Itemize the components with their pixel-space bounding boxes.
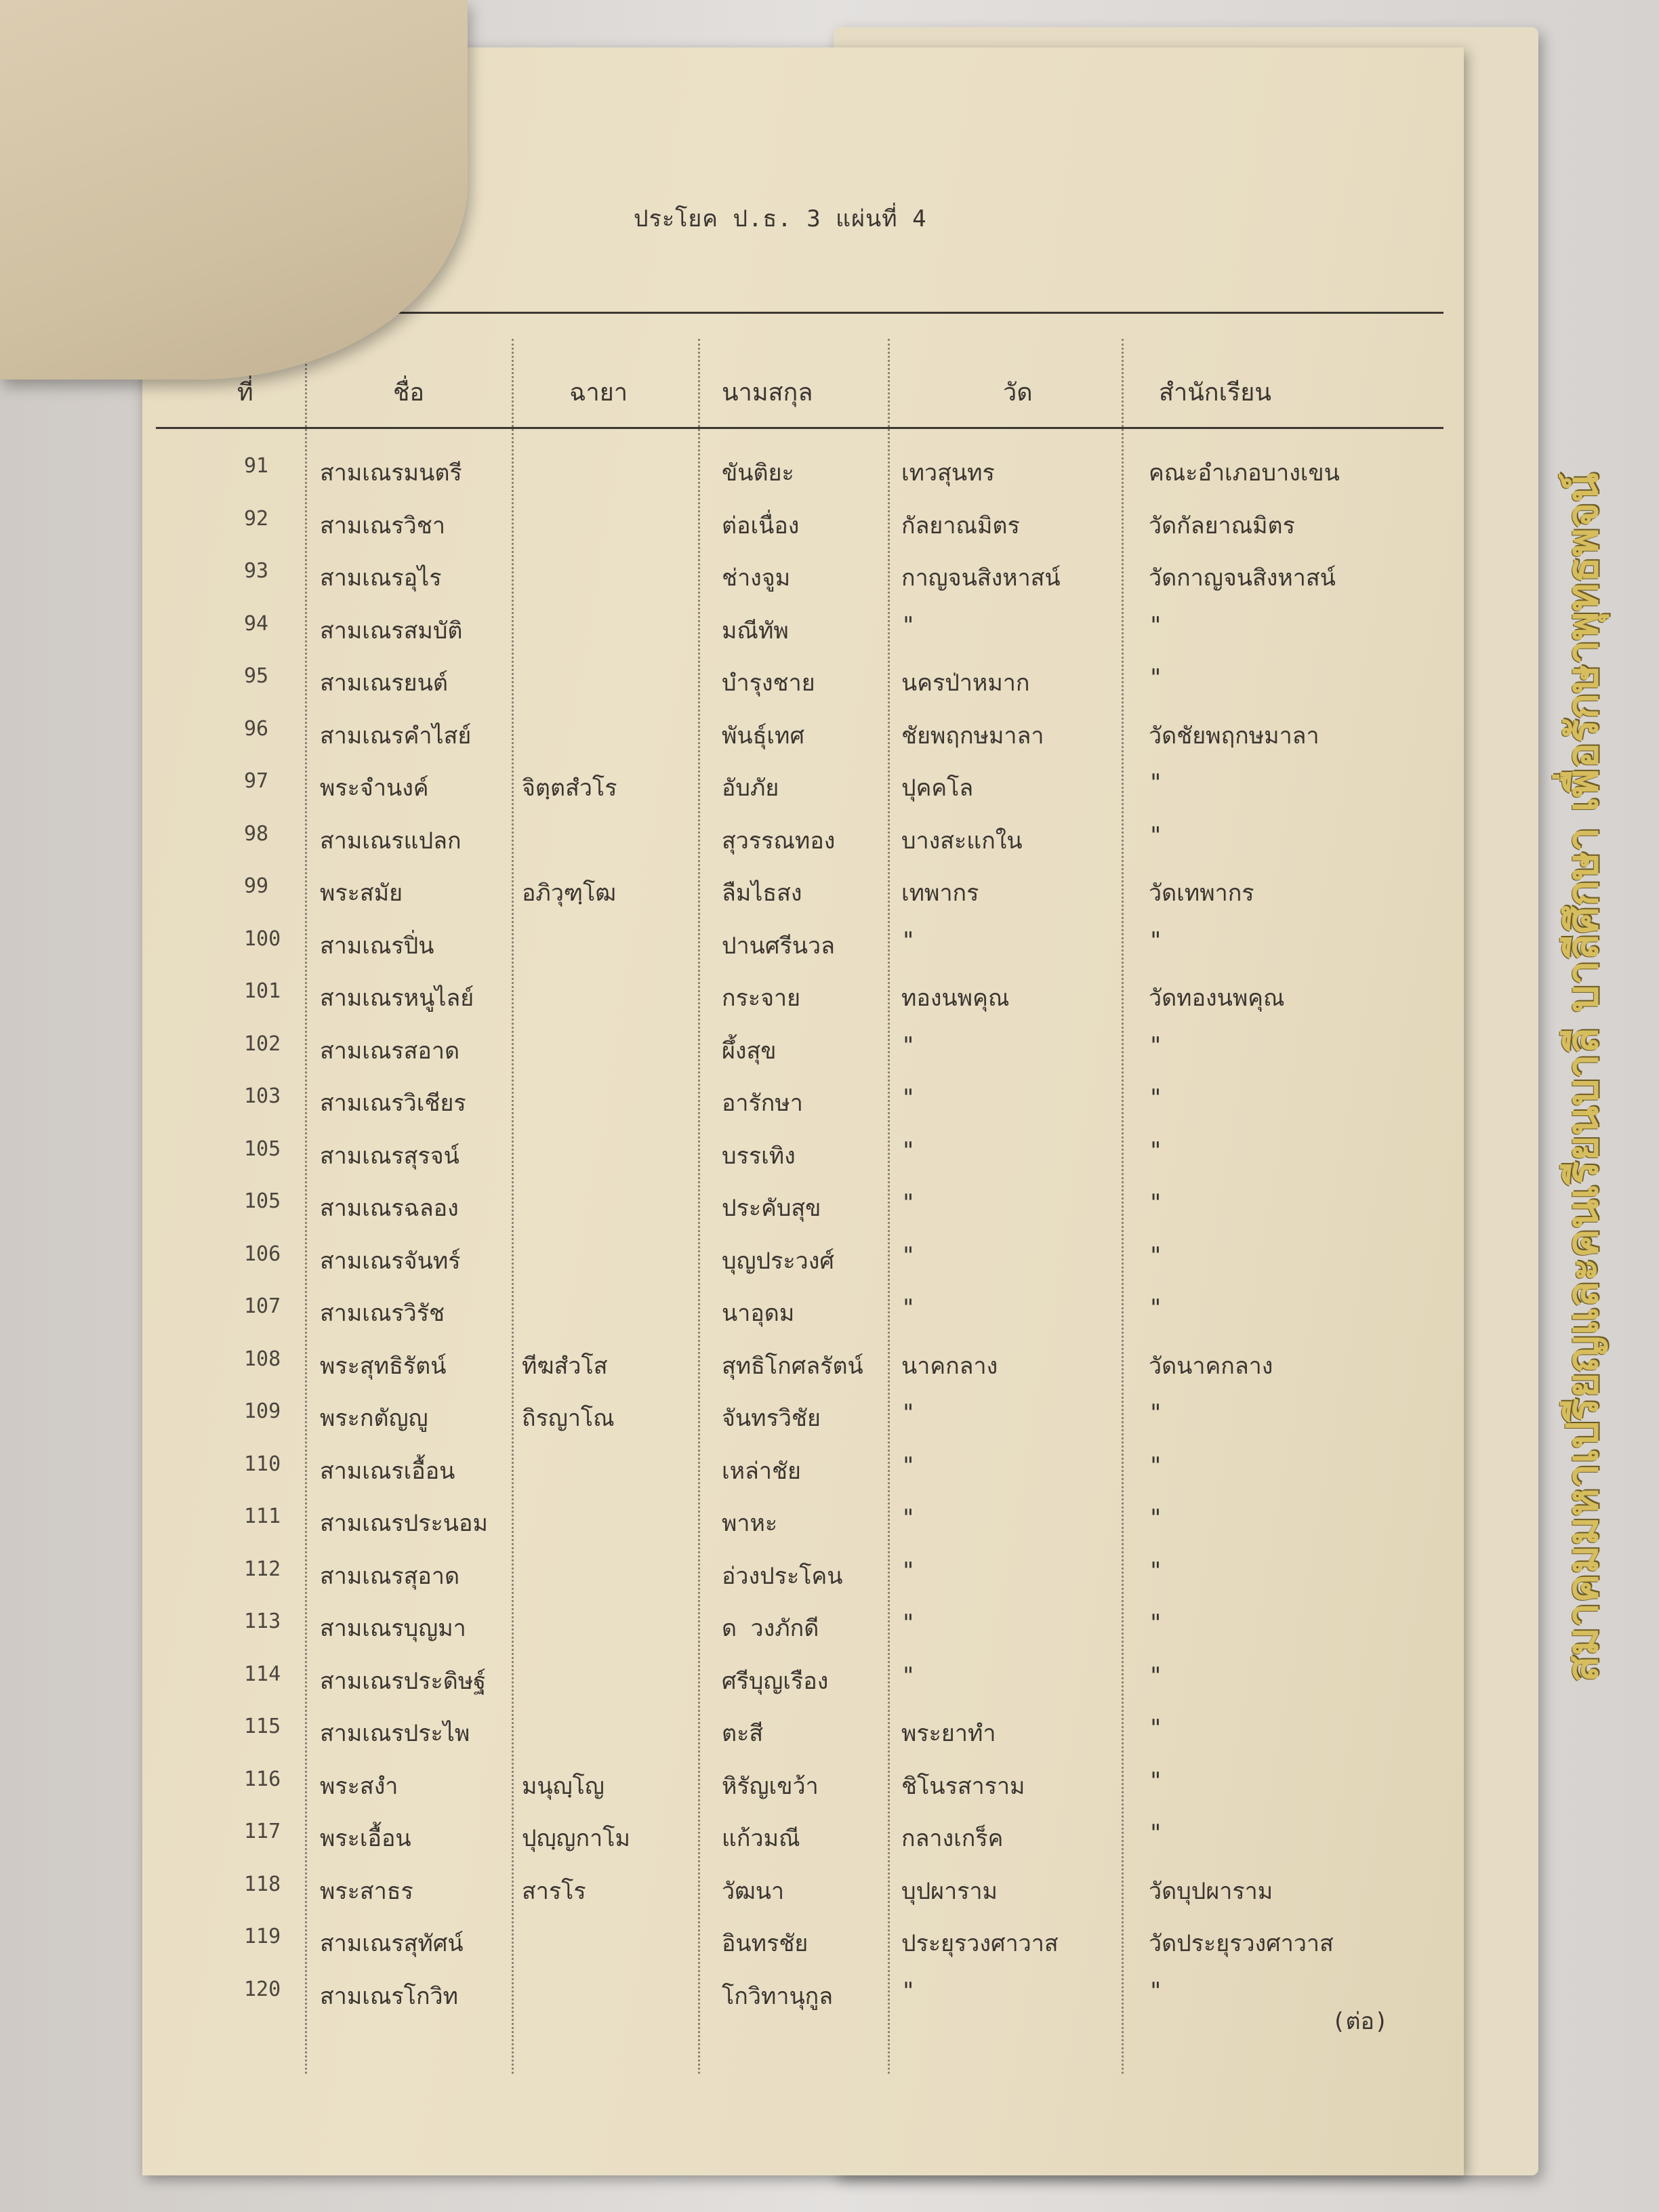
- cell-surname: อินทรชัย: [722, 1930, 808, 1957]
- cell-school: ": [1149, 664, 1163, 691]
- cell-wat: ": [901, 1557, 916, 1584]
- cell-name: สามเณรวิรัช: [320, 1300, 445, 1327]
- continued-note: (ต่อ): [1332, 2008, 1389, 2035]
- cell-wat: ": [901, 1610, 916, 1637]
- cell-wat: ปุคคโล: [901, 775, 974, 802]
- cell-school: ": [1149, 1452, 1163, 1479]
- cell-name: พระจำนงค์: [320, 775, 429, 802]
- cell-no: 97: [244, 769, 269, 793]
- cell-school: วัดประยุรวงศาวาส: [1149, 1930, 1334, 1957]
- cell-school: ": [1149, 821, 1163, 849]
- table-row: [142, 1978, 1464, 2029]
- cell-surname: ลืมไธสง: [722, 880, 802, 907]
- cell-surname: กระจาย: [722, 985, 801, 1012]
- cell-surname: นาอุดม: [722, 1300, 795, 1327]
- cell-school: ": [1149, 1031, 1163, 1059]
- cell-surname: พาหะ: [722, 1510, 778, 1537]
- table-row: [142, 979, 1464, 1031]
- cell-wat: กลางเกร็ค: [901, 1825, 1004, 1852]
- cell-name: สามเณรสอาด: [320, 1037, 460, 1065]
- cell-alias: ปุญฺญกาโม: [522, 1825, 630, 1852]
- cell-alias: ทีฆสํวโส: [522, 1352, 608, 1380]
- cell-school: ": [1149, 1504, 1163, 1532]
- cell-wat: นครป่าหมาก: [901, 670, 1030, 697]
- cell-no: 118: [244, 1872, 281, 1896]
- header-wat: วัด: [1003, 379, 1033, 407]
- cell-school: ": [1149, 1767, 1163, 1795]
- cell-no: 114: [244, 1662, 281, 1686]
- cell-alias: อภิวุฑฺโฒ: [522, 880, 617, 907]
- cell-school: ": [1149, 1557, 1163, 1584]
- cell-surname: ต่อเนื่อง: [722, 512, 800, 539]
- watermark-text: สมาคมมหาเปรียญและคนเรียนบาลี บาลีศึกษา เพื่อรักษาพุทธพจน์: [1558, 472, 1608, 1683]
- cell-name: พระสมัย: [320, 880, 403, 907]
- cell-wat: ": [901, 1294, 916, 1322]
- cell-name: สามเณรสุอาด: [320, 1562, 460, 1590]
- cell-no: 109: [244, 1399, 281, 1423]
- document-page: [142, 47, 1464, 2175]
- cell-no: 107: [244, 1294, 281, 1318]
- table-row: [142, 1137, 1464, 1189]
- cell-school: ": [1149, 1242, 1163, 1269]
- cell-school: ": [1149, 1715, 1163, 1742]
- table-row: [142, 664, 1464, 716]
- cell-name: สามเณรประไพ: [320, 1720, 470, 1747]
- cell-wat: ": [901, 1031, 916, 1059]
- cell-wat: ": [901, 1242, 916, 1269]
- cell-school: ": [1149, 1662, 1163, 1689]
- cell-name: สามเณรประดิษฐ์: [320, 1667, 487, 1695]
- cell-surname: สุทธิโกศลรัตน์: [722, 1352, 863, 1380]
- cell-surname: ตะสี: [722, 1720, 764, 1747]
- cell-school: วัดกาญจนสิงหาสน์: [1149, 565, 1336, 592]
- table-row: [142, 1347, 1464, 1399]
- header-school: สำนักเรียน: [1159, 379, 1271, 407]
- table-row: [142, 717, 1464, 769]
- header-name: ชื่อ: [393, 379, 425, 407]
- cell-no: 99: [244, 874, 269, 898]
- cell-no: 100: [244, 926, 281, 951]
- cell-surname: บำรุงชาย: [722, 670, 815, 697]
- cell-school: ": [1149, 1820, 1163, 1847]
- cell-surname: ขันติยะ: [722, 459, 794, 487]
- cell-wat: ": [901, 1399, 916, 1427]
- cell-wat: ": [901, 1084, 916, 1111]
- cell-name: พระสุทธิรัตน์: [320, 1352, 447, 1380]
- cell-alias: สารโร: [522, 1877, 586, 1905]
- cell-surname: โกวิทานุกูล: [722, 1982, 834, 2010]
- table-row: [142, 612, 1464, 663]
- header-no: ที่: [237, 379, 253, 407]
- cell-wat: ทองนพคุณ: [901, 985, 1010, 1012]
- cell-school: ": [1149, 1610, 1163, 1637]
- table-row: [142, 1820, 1464, 1871]
- table-row: [142, 1242, 1464, 1294]
- cell-no: 119: [244, 1925, 281, 1948]
- cell-surname: พันธุ์เทศ: [722, 722, 805, 750]
- cell-no: 111: [244, 1504, 281, 1528]
- cell-name: สามเณรสุรจน์: [320, 1142, 459, 1170]
- cell-surname: ปานศรีนวล: [722, 932, 835, 960]
- cell-alias: มนุญฺโญ: [522, 1772, 605, 1800]
- table-row: [142, 1189, 1464, 1241]
- cell-school: ": [1149, 769, 1163, 796]
- cell-school: วัดเทพากร: [1149, 880, 1254, 907]
- cell-surname: บรรเทิง: [722, 1142, 796, 1170]
- cell-surname: มณีทัพ: [722, 617, 789, 644]
- cell-wat: นาคกลาง: [901, 1352, 998, 1380]
- cell-school: ": [1149, 1084, 1163, 1111]
- cell-no: 110: [244, 1452, 281, 1476]
- cell-school: วัดทองนพคุณ: [1149, 985, 1285, 1012]
- cell-wat: ชัยพฤกษมาลา: [901, 722, 1044, 750]
- cell-name: สามเณรวิชา: [320, 512, 445, 539]
- cell-no: 103: [244, 1084, 281, 1108]
- cell-wat: ": [901, 1189, 916, 1216]
- cell-school: คณะอำเภอบางเขน: [1149, 459, 1340, 487]
- cell-school: วัดชัยพฤกษมาลา: [1149, 722, 1319, 750]
- cell-name: สามเณรยนต์: [320, 670, 448, 697]
- cell-school: วัดบุปผาราม: [1149, 1877, 1273, 1905]
- cell-school: ": [1149, 611, 1163, 639]
- cell-surname: เหล่าชัย: [722, 1457, 801, 1485]
- cell-surname: ศรีบุญเรือง: [722, 1667, 829, 1695]
- table-row: [142, 1610, 1464, 1661]
- table-row: [142, 1557, 1464, 1609]
- cell-no: 117: [244, 1820, 281, 1843]
- cell-surname: ผึ้งสุข: [722, 1037, 777, 1065]
- cell-wat: บุปผาราม: [901, 1877, 998, 1905]
- cell-wat: เทพากร: [901, 880, 979, 907]
- cell-surname: ประคับสุข: [722, 1195, 821, 1222]
- cell-no: 105: [244, 1189, 281, 1213]
- cell-school: ": [1149, 1399, 1163, 1427]
- cell-school: วัดกัลยาณมิตร: [1149, 512, 1295, 539]
- cell-name: สามเณรปิ่น: [320, 932, 434, 960]
- cell-surname: อารักษา: [722, 1090, 803, 1117]
- cell-wat: เทวสุนทร: [901, 459, 995, 487]
- cell-alias: ถิรญาโณ: [522, 1405, 615, 1432]
- cell-name: สามเณรแปลก: [320, 827, 462, 855]
- cell-name: สามเณรเอื้อน: [320, 1457, 455, 1485]
- cell-surname: อับภัย: [722, 775, 779, 802]
- table-row: [142, 1715, 1464, 1766]
- table-row: [142, 1084, 1464, 1136]
- cell-name: พระสาธร: [320, 1877, 413, 1905]
- cell-name: พระกตัญญู: [320, 1405, 428, 1432]
- cell-surname: หิรัญเขว้า: [722, 1772, 819, 1800]
- cell-school: วัดนาคกลาง: [1149, 1352, 1273, 1380]
- cell-surname: สุวรรณทอง: [722, 827, 836, 855]
- cell-surname: ช่างจูม: [722, 565, 791, 592]
- table-row: [142, 1294, 1464, 1346]
- cell-surname: ด วงภักดี: [722, 1615, 819, 1642]
- cell-no: 116: [244, 1767, 281, 1791]
- watermark: [1538, 461, 1626, 1694]
- cell-surname: จันทรวิชัย: [722, 1405, 821, 1432]
- cell-name: สามเณรฉลอง: [320, 1195, 459, 1222]
- cell-no: 115: [244, 1715, 281, 1738]
- cell-name: สามเณรอุไร: [320, 565, 442, 592]
- cell-no: 91: [244, 454, 269, 478]
- table-row: [142, 1452, 1464, 1504]
- table-row: [142, 1767, 1464, 1819]
- table-row: [142, 507, 1464, 558]
- table-row: [142, 454, 1464, 506]
- cell-no: 95: [244, 664, 269, 688]
- cell-wat: ": [901, 1662, 916, 1689]
- cell-wat: ประยุรวงศาวาส: [901, 1930, 1059, 1957]
- header-surname: นามสกุล: [722, 379, 813, 407]
- cell-wat: พระยาทำ: [901, 1720, 996, 1747]
- cell-name: พระเอื้อน: [320, 1825, 411, 1852]
- cell-school: ": [1149, 926, 1163, 954]
- cell-name: สามเณรบุญมา: [320, 1615, 466, 1642]
- cell-no: 113: [244, 1610, 281, 1633]
- cell-name: สามเณรโกวิท: [320, 1982, 459, 2010]
- page-heading: ประโยค ป.ธ. 3 แผ่นที่ 4: [634, 205, 927, 232]
- table-header-rule: [156, 427, 1443, 429]
- cell-surname: วัฒนา: [722, 1877, 785, 1905]
- cell-no: 120: [244, 1977, 281, 2001]
- cell-surname: บุญประวงศ์: [722, 1247, 834, 1275]
- cell-no: 92: [244, 506, 269, 531]
- cell-no: 106: [244, 1242, 281, 1266]
- cell-surname: แก้วมณี: [722, 1825, 800, 1852]
- cell-wat: ": [901, 611, 916, 639]
- cell-wat: ": [901, 926, 916, 954]
- table-row: [142, 927, 1464, 979]
- table-row: [142, 559, 1464, 611]
- cell-name: สามเณรประนอม: [320, 1510, 488, 1537]
- table-row: [142, 1399, 1464, 1451]
- cell-wat: บางสะแกใน: [901, 827, 1023, 855]
- cell-name: สามเณรสมบัติ: [320, 617, 463, 644]
- cell-surname: อ่วงประโคน: [722, 1562, 843, 1590]
- cell-no: 101: [244, 979, 281, 1003]
- table-row: [142, 822, 1464, 874]
- cell-wat: กัลยาณมิตร: [901, 512, 1020, 539]
- table-row: [142, 769, 1464, 821]
- cell-name: สามเณรสุทัศน์: [320, 1930, 464, 1957]
- cell-no: 108: [244, 1347, 281, 1371]
- table-row: [142, 1925, 1464, 1976]
- table-row: [142, 1032, 1464, 1084]
- cell-name: สามเณรมนตรี: [320, 459, 462, 487]
- cell-no: 102: [244, 1031, 281, 1056]
- cell-no: 94: [244, 611, 269, 636]
- cell-wat: ชิโนรสาราม: [901, 1772, 1025, 1800]
- cell-wat: กาญจนสิงหาสน์: [901, 565, 1061, 592]
- cell-wat: ": [901, 1504, 916, 1532]
- cell-no: 96: [244, 716, 269, 741]
- cell-school: ": [1149, 1136, 1163, 1164]
- cell-no: 112: [244, 1557, 281, 1581]
- cell-school: ": [1149, 1294, 1163, 1322]
- cell-name: สามเณรคำไสย์: [320, 722, 472, 750]
- table-row: [142, 874, 1464, 926]
- cell-school: ": [1149, 1977, 1163, 2005]
- cell-no: 105: [244, 1136, 281, 1161]
- table-row: [142, 1872, 1464, 1924]
- table-row: [142, 1504, 1464, 1556]
- header-alias: ฉายา: [569, 379, 628, 407]
- cell-wat: ": [901, 1977, 916, 2005]
- cell-wat: ": [901, 1136, 916, 1164]
- cell-name: สามเณรวิเชียร: [320, 1090, 466, 1117]
- cell-name: สามเณรจันทร์: [320, 1247, 461, 1275]
- cell-no: 98: [244, 821, 269, 846]
- cell-school: ": [1149, 1189, 1163, 1216]
- table-row: [142, 1662, 1464, 1714]
- cell-wat: ": [901, 1452, 916, 1479]
- cell-no: 93: [244, 559, 269, 583]
- cell-alias: จิตฺตสํวโร: [522, 775, 617, 802]
- cell-name: พระสงำ: [320, 1772, 398, 1800]
- cell-name: สามเณรหนูไลย์: [320, 985, 474, 1012]
